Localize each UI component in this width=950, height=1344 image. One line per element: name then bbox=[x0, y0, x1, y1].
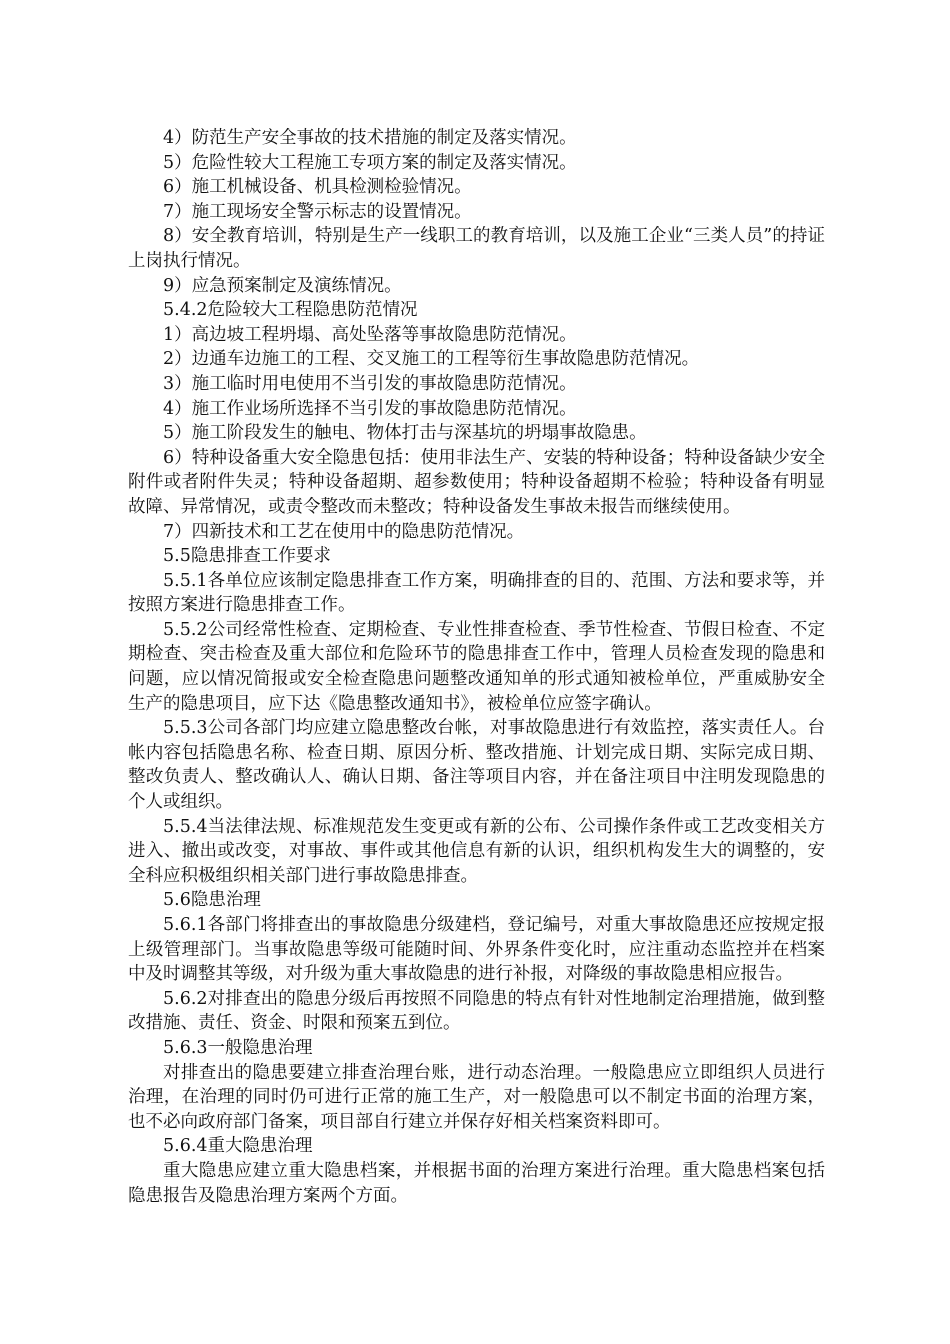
hazard-item-1: 1）高边坡工程坍塌、高处坠落等事故隐患防范情况。 bbox=[163, 324, 577, 345]
section-5-5-3: 5.5.3公司各部门均应建立隐患整改台帐，对事故隐患进行有效监控，落实责任人。台帐内容包括隐患名称、检查日期、原因分析、整改措施、计划完成日期、实际完成日期、整改负责人、整改确认人、确认日期、备注等项目内容，并在备注项目中注明发现隐患的个人或组织。 bbox=[128, 718, 825, 813]
hazard-item-5: 5）施工阶段发生的触电、物体打击与深基坑的坍塌事故隐患。 bbox=[163, 423, 647, 444]
document-page bbox=[128, 126, 825, 1208]
item-8-safety-training: 8）安全教育培训，特别是生产一线职工的教育培训，以及施工企业“三类人员”的持证上岗执行情况。 bbox=[128, 226, 825, 271]
general-hazard-text: 对排查出的隐患要建立排查治理台账，进行动态治理。一般隐患应立即组织人员进行治理，在治理的同时仍可进行正常的施工生产，对一般隐患可以不制定书面的治理方案，也不必向政府部门备案，项目部自行建立并保存好相关档案资料即可。 bbox=[128, 1062, 825, 1132]
section-5-5-2: 5.5.2公司经常性检查、定期检查、专业性排查检查、季节性检查、节假日检查、不定期检查、突击检查及重大部位和危险环节的隐患排查工作中，管理人员检查发现的隐患和问题，应以情况简报或安全检查隐患问题整改通知单的形式通知被检单位，严重威胁安全生产的隐患项目，应下达《隐患整改通知书》，被检单位应签字确认。 bbox=[128, 619, 825, 714]
section-5-4-2-heading: 5.4.2危险较大工程隐患防范情况 bbox=[163, 300, 418, 321]
section-5-5-1: 5.5.1各单位应该制定隐患排查工作方案，明确排查的目的、范围、方法和要求等，并按照方案进行隐患排查工作。 bbox=[128, 570, 825, 616]
item-9-emergency-plans: 9）应急预案制定及演练情况。 bbox=[163, 275, 402, 296]
section-5-6-4-heading: 5.6.4重大隐患治理 bbox=[163, 1136, 313, 1157]
section-5-6-3-heading: 5.6.3一般隐患治理 bbox=[163, 1037, 313, 1058]
section-5-5-4: 5.5.4当法律法规、标准规范发生变更或有新的公布、公司操作条件或工艺改变相关方进入、撤出或改变，对事故、事件或其他信息有新的认识，组织机构发生大的调整的，安全科应积极组织相关部门进行事故隐患排查。 bbox=[128, 816, 825, 886]
section-5-5-heading: 5.5隐患排查工作要求 bbox=[163, 546, 331, 567]
hazard-item-3: 3）施工临时用电使用不当引发的事故隐患防范情况。 bbox=[163, 373, 577, 394]
item-5-special-plans: 5）危险性较大工程施工专项方案的制定及落实情况。 bbox=[163, 152, 577, 173]
major-hazard-text: 重大隐患应建立重大隐患档案，并根据书面的治理方案进行治理。重大隐患档案包括隐患报告及隐患治理方案两个方面。 bbox=[128, 1160, 825, 1206]
section-5-6-1: 5.6.1各部门将排查出的事故隐患分级建档，登记编号，对重大事故隐患还应按规定报上级管理部门。当事故隐患等级可能随时间、外界条件变化时，应注重动态监控并在档案中及时调整其等级，对升级为重大事故隐患的进行补报，对降级的事故隐患相应报告。 bbox=[128, 915, 825, 985]
section-5-6-2: 5.6.2对排查出的隐患分级后再按照不同隐患的特点有针对性地制定治理措施，做到整改措施、责任、资金、时限和预案五到位。 bbox=[128, 988, 825, 1034]
section-5-6-heading: 5.6隐患治理 bbox=[163, 890, 261, 911]
hazard-item-2: 2）边通车边施工的工程、交叉施工的工程等衍生事故隐患防范情况。 bbox=[163, 349, 700, 370]
hazard-item-6-special-equipment: 6）特种设备重大安全隐患包括：使用非法生产、安装的特种设备；特种设备缺少安全附件或者附件失灵；特种设备超期、超参数使用；特种设备超期不检验；特种设备有明显故障、异常情况，或责令整改而未整改；特种设备发生事故未报告而继续使用。 bbox=[128, 447, 825, 517]
item-7-warning-signs: 7）施工现场安全警示标志的设置情况。 bbox=[163, 201, 472, 222]
hazard-item-4: 4）施工作业场所选择不当引发的事故隐患防范情况。 bbox=[163, 398, 577, 419]
item-6-machinery-inspection: 6）施工机械设备、机具检测检验情况。 bbox=[163, 177, 472, 198]
hazard-item-7: 7）四新技术和工艺在使用中的隐患防范情况。 bbox=[163, 521, 525, 542]
item-4-tech-measures: 4）防范生产安全事故的技术措施的制定及落实情况。 bbox=[163, 128, 577, 148]
